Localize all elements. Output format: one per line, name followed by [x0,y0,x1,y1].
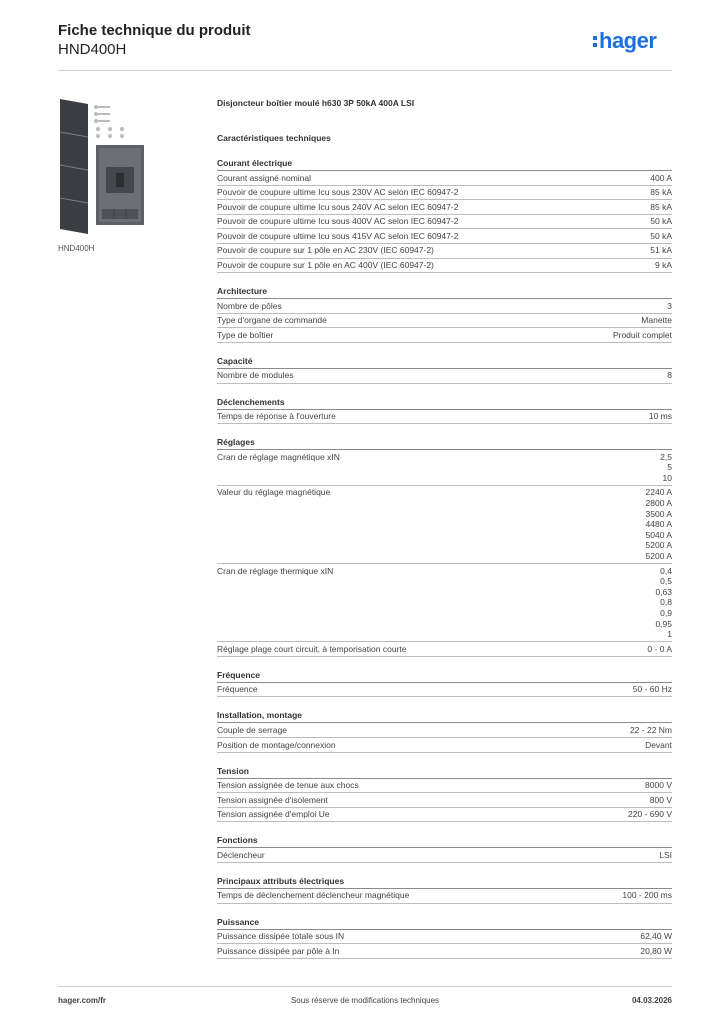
product-reference: HND400H [58,41,127,58]
spec-value: 5040 A [645,529,672,540]
spec-label: Tension assignée de tenue aux chocs [217,780,359,791]
spec-row [217,369,672,384]
spec-value: 62,40 W [640,931,672,942]
section-title: Fonctions [217,834,672,848]
spec-row [217,930,672,945]
spec-sections [217,157,672,959]
spec-value: 5200 A [645,540,672,551]
section-title: Capacité [217,355,672,369]
spec-value: 4480 A [645,519,672,530]
spec-section [217,875,672,904]
hager-logo [592,28,682,58]
page-header [58,22,251,59]
spec-value: 22 - 22 Nm [629,724,672,735]
spec-value: 2240 A [645,487,672,498]
spec-label: Pouvoir de coupure sur 1 pôle en AC 230V (IEC 60947-2) [217,245,434,256]
spec-label: Tension assignée d'emploi Ue [217,809,330,820]
spec-row [217,259,672,274]
footer-website: hager.com/fr [58,996,107,1005]
spec-value: Manette [641,315,672,326]
image-caption: HND400H [58,244,95,253]
spec-row [217,779,672,794]
section-title: Tension [217,765,672,779]
spec-value: 8 [667,370,672,381]
spec-values [628,809,672,820]
spec-values [649,411,672,422]
spec-label: Couple de serrage [217,724,287,735]
spec-values [660,452,672,484]
spec-values [650,216,672,227]
spec-label: Puissance dissipée totale sous IN [217,931,345,942]
spec-row [217,808,672,823]
spec-row [217,738,672,753]
spec-row [217,244,672,259]
spec-value: LSI [659,849,672,860]
spec-section [217,355,672,384]
spec-label: Temps de réponse à l'ouverture [217,411,336,422]
spec-label: Position de montage/connexion [217,739,336,750]
spec-row [217,299,672,314]
section-title: Déclenchements [217,396,672,410]
spec-value: 51 kA [650,245,672,256]
hager-logo-icon [592,28,682,58]
spec-value: 0,4 [660,565,672,576]
spec-label: Nombre de modules [217,370,294,381]
spec-value: 0,8 [660,597,672,608]
spec-values [633,684,672,695]
spec-value: 0,95 [655,618,672,629]
spec-value: 5200 A [645,550,672,561]
spec-values [650,245,672,256]
spec-value: Produit complet [612,329,672,340]
section-title: Fréquence [217,669,672,683]
spec-section [217,709,672,752]
product-photo-icon [58,97,188,237]
spec-value: 50 kA [650,230,672,241]
technical-sheet [217,96,672,959]
spec-heading: Caractéristiques techniques [217,133,331,143]
spec-row [217,200,672,215]
spec-row [217,793,672,808]
spec-values [646,487,672,561]
spec-value: 220 - 690 V [628,809,672,820]
spec-row [217,450,672,486]
spec-value: 3500 A [645,508,672,519]
spec-row [217,723,672,738]
document-title: Fiche technique du produit [58,22,251,39]
spec-value: 9 kA [654,260,672,271]
spec-label: Pouvoir de coupure ultime Icu sous 415V AC selon IEC 60947-2 [217,230,459,241]
spec-label: Type d'organe de commande [217,315,327,326]
spec-values [650,795,672,806]
spec-values [650,173,672,184]
spec-label: Valeur du réglage magnétique [217,487,331,498]
product-image [58,97,188,237]
spec-values [659,850,672,861]
spec-label: Réglage plage court circuit, à temporisation courte [217,643,407,654]
spec-row [217,848,672,863]
spec-values [655,566,672,640]
footer-divider [58,986,672,987]
spec-value: Devant [645,739,672,750]
spec-value: 400 A [650,172,672,183]
spec-values [650,202,672,213]
section-title: Réglages [217,436,672,450]
spec-label: Pouvoir de coupure ultime Icu sous 240V AC selon IEC 60947-2 [217,201,459,212]
spec-values [640,946,672,957]
spec-value: 0,9 [660,607,672,618]
spec-label: Type de boîtier [217,329,274,340]
spec-value: 10 ms [648,411,672,422]
spec-label: Cran de réglage magnétique xIN [217,451,340,462]
spec-section [217,916,672,959]
header-divider [58,70,672,71]
spec-row [217,229,672,244]
spec-label: Temps de déclenchement déclencheur magnétique [217,890,410,901]
spec-row [217,486,672,564]
spec-value: 85 kA [650,201,672,212]
spec-value: 8000 V [645,780,672,791]
spec-value: 5 [667,462,672,473]
spec-label: Courant assigné nominal [217,172,312,183]
spec-label: Puissance dissipée par pôle à In [217,945,340,956]
spec-value: 50 - 60 Hz [632,684,672,695]
spec-values [667,301,672,312]
spec-values [613,330,672,341]
spec-values [641,315,672,326]
spec-row [217,314,672,329]
spec-value: 50 kA [650,216,672,227]
spec-value: 3 [667,300,672,311]
spec-row [217,564,672,642]
spec-row [217,642,672,657]
spec-section [217,765,672,823]
spec-values [667,370,672,381]
section-title: Architecture [217,285,672,299]
spec-row [217,171,672,186]
spec-values [655,260,672,271]
spec-label: Fréquence [217,684,258,695]
spec-section [217,834,672,863]
spec-label: Pouvoir de coupure ultime Icu sous 400V AC selon IEC 60947-2 [217,216,459,227]
spec-value: 0 - 0 A [647,643,672,654]
spec-value: 2800 A [645,498,672,508]
spec-values [650,231,672,242]
spec-label: Tension assignée d'isolement [217,794,328,805]
spec-row [217,683,672,698]
spec-label: Pouvoir de coupure sur 1 pôle en AC 400V (IEC 60947-2) [217,260,434,271]
footer-date: 04.03.2026 [631,996,672,1005]
spec-values [647,644,672,655]
footer-notice: Sous réserve de modifications techniques [290,996,440,1005]
spec-values [622,890,672,901]
spec-value: 0,63 [655,586,672,597]
spec-row [217,186,672,201]
spec-value: 85 kA [650,187,672,198]
spec-label: Cran de réglage thermique xIN [217,565,334,576]
spec-values [645,780,672,791]
spec-values [650,187,672,198]
spec-value: 20,80 W [640,945,672,956]
spec-row [217,944,672,959]
section-title: Puissance [217,916,672,930]
section-title: Installation, montage [217,709,672,723]
product-name: Disjoncteur boîtier moulé h630 3P 50kA 400A LSI [217,98,415,108]
spec-value: 800 V [649,794,672,805]
spec-row [217,328,672,343]
spec-label: Déclencheur [217,849,265,860]
section-title: Courant électrique [217,157,672,171]
spec-values [645,740,672,751]
spec-row [217,889,672,904]
logo-text: hager [599,28,657,53]
spec-section [217,157,672,273]
spec-section [217,436,672,657]
spec-section [217,285,672,343]
spec-label: Nombre de pôles [217,300,282,311]
section-title: Principaux attributs électriques [217,875,672,889]
spec-value: 100 - 200 ms [622,890,672,901]
spec-label: Pouvoir de coupure ultime Icu sous 230V AC selon IEC 60947-2 [217,187,459,198]
spec-value: 1 [667,629,672,640]
spec-row [217,215,672,230]
spec-section [217,669,672,698]
spec-values [640,931,672,942]
spec-value: 0,5 [660,576,672,587]
spec-values [630,725,672,736]
spec-value: 2,5 [660,451,672,462]
spec-row [217,410,672,425]
spec-section [217,396,672,425]
spec-value: 10 [662,472,672,483]
